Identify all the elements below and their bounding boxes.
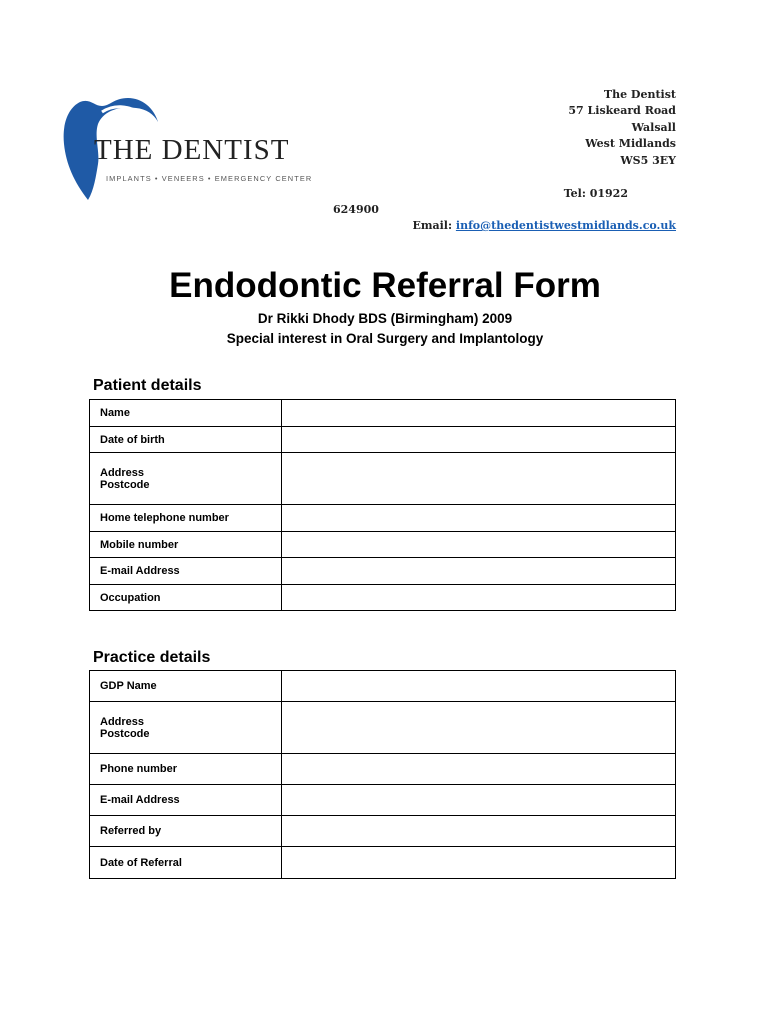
field-label: Phone number	[90, 754, 282, 785]
mobile-field[interactable]	[282, 532, 676, 558]
home-phone-field[interactable]	[282, 505, 676, 532]
table-row	[90, 505, 676, 532]
practice-details-heading: Practice details	[93, 649, 211, 666]
table-row	[90, 585, 676, 611]
table-row	[90, 785, 676, 816]
name-field[interactable]	[282, 400, 676, 427]
logo-tagline: IMPLANTS • VENEERS • EMERGENCY CENTER	[106, 174, 313, 183]
practice-phone-field[interactable]	[282, 754, 676, 785]
referred-by-field[interactable]	[282, 816, 676, 847]
subtitle-interest: Special interest in Oral Surgery and Implantology	[226, 331, 544, 346]
practice-email-field[interactable]	[282, 785, 676, 816]
table-row	[90, 816, 676, 847]
field-label: E-mail Address	[90, 558, 282, 585]
field-label-stack	[90, 453, 282, 505]
field-label: Address	[100, 715, 145, 728]
address-field[interactable]	[282, 453, 676, 505]
table-row	[90, 671, 676, 702]
gdp-name-field[interactable]	[282, 671, 676, 702]
table-row	[90, 558, 676, 585]
patient-details-table	[89, 399, 676, 611]
field-label: Mobile number	[90, 532, 282, 558]
field-label: Date of birth	[90, 427, 282, 453]
table-row	[90, 400, 676, 427]
field-label: Postcode	[100, 727, 150, 740]
field-label: Referred by	[90, 816, 282, 847]
logo-wordmark: THE DENTIST	[94, 134, 290, 166]
field-label: Home telephone number	[90, 505, 282, 532]
email-line	[412, 219, 676, 232]
table-row	[90, 754, 676, 785]
clinic-logo	[58, 94, 328, 204]
email-link[interactable]: info@thedentistwestmidlands.co.uk	[455, 219, 676, 232]
field-label-stack	[90, 702, 282, 754]
address-line: The Dentist	[603, 88, 676, 101]
practice-address-field[interactable]	[282, 702, 676, 754]
field-label: E-mail Address	[90, 785, 282, 816]
table-row	[90, 532, 676, 558]
address-line: WS5 3EY	[620, 153, 676, 167]
dob-field[interactable]	[282, 427, 676, 453]
field-label: GDP Name	[90, 671, 282, 702]
patient-details-heading: Patient details	[93, 377, 202, 394]
occupation-field[interactable]	[282, 585, 676, 611]
field-label: Name	[90, 400, 282, 427]
field-label: Occupation	[90, 585, 282, 611]
telephone-label: Tel: 01922	[563, 187, 628, 200]
table-row	[90, 702, 676, 754]
page-title: Endodontic Referral Form	[169, 266, 601, 305]
field-label: Postcode	[100, 478, 150, 491]
field-label: Address	[100, 466, 145, 479]
clinic-address	[568, 87, 676, 169]
subtitle-doctor: Dr Rikki Dhody BDS (Birmingham) 2009	[257, 311, 513, 326]
address-line: 57 Liskeard Road	[568, 104, 676, 118]
telephone-continued: 624900	[333, 203, 379, 216]
address-line: West Midlands	[585, 137, 676, 151]
email-label: Email:	[412, 219, 453, 232]
table-row	[90, 847, 676, 879]
field-label: Date of Referral	[90, 847, 282, 879]
address-line: Walsall	[631, 120, 676, 134]
table-row	[90, 427, 676, 453]
email-field[interactable]	[282, 558, 676, 585]
table-row	[90, 453, 676, 505]
referral-date-field[interactable]	[282, 847, 676, 879]
practice-details-table	[89, 670, 676, 879]
